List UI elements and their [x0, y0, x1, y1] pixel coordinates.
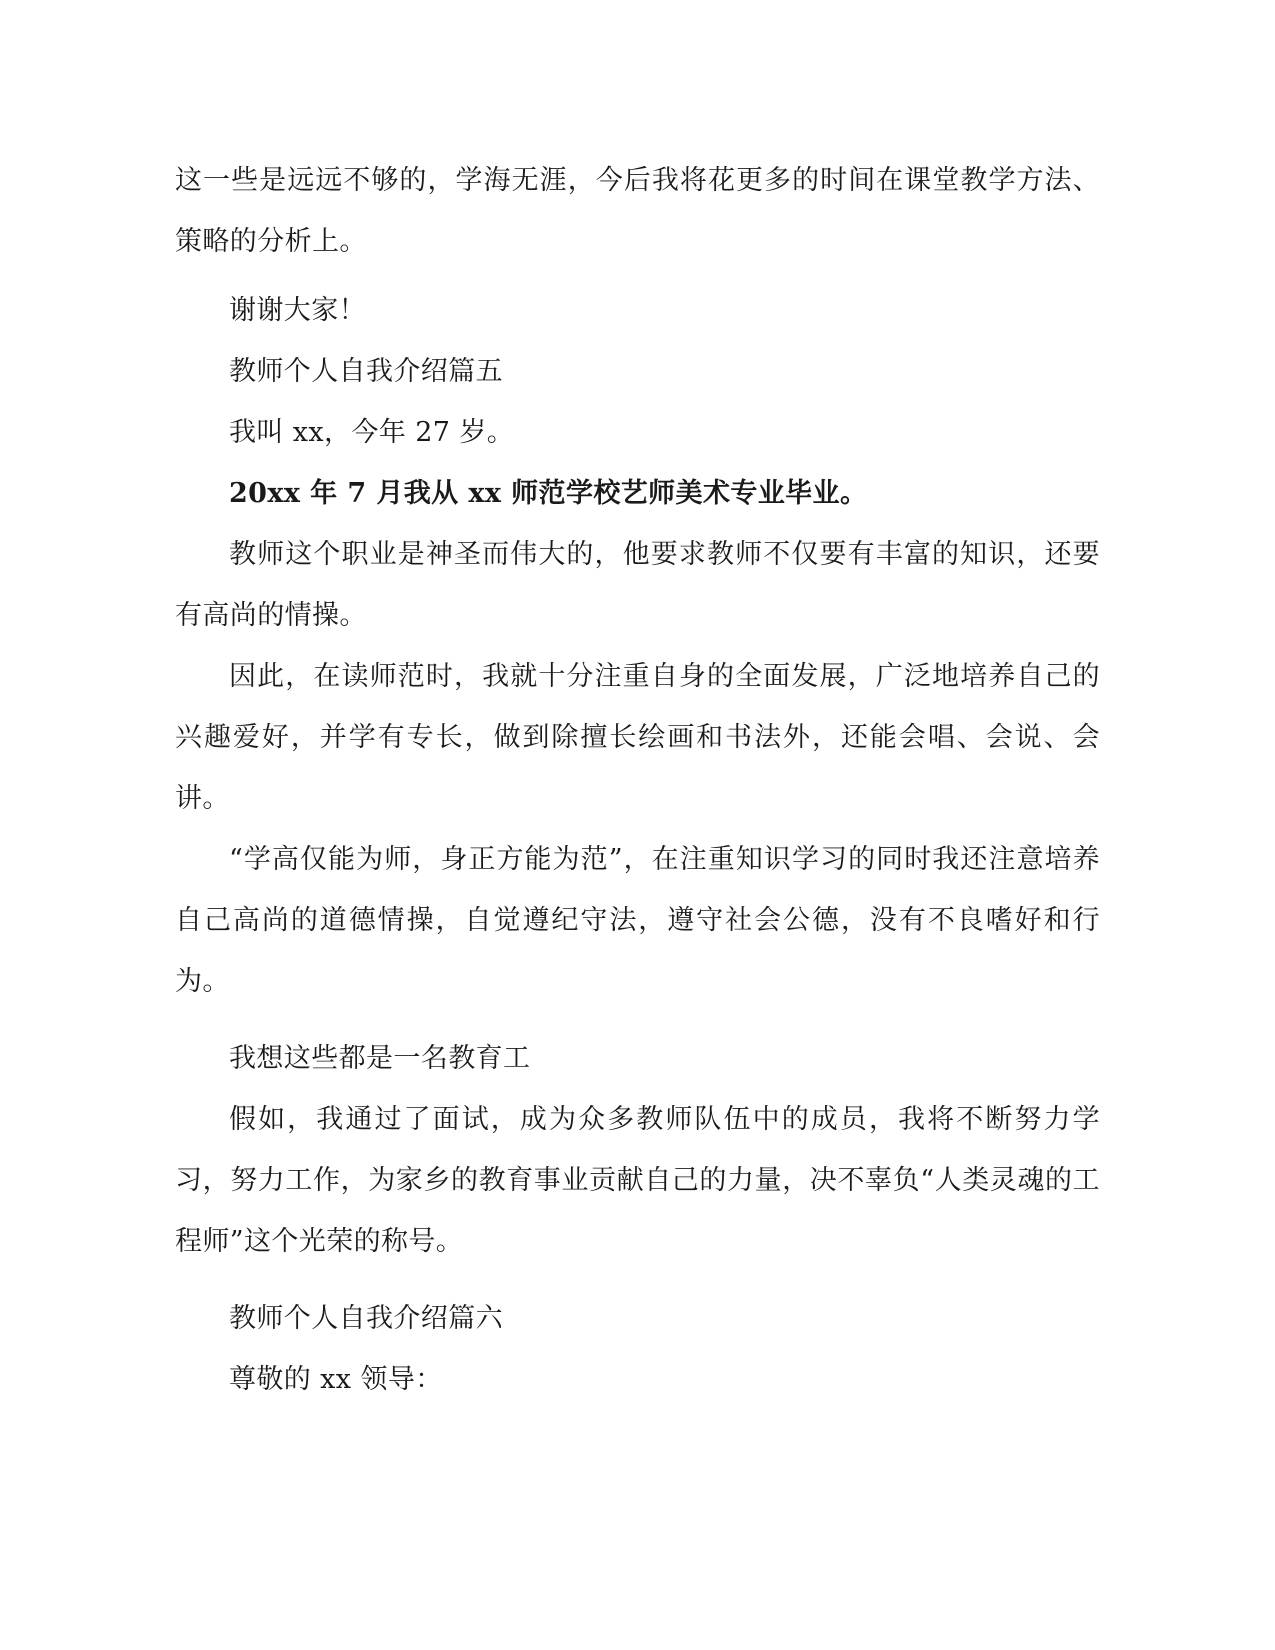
paragraph-spacer-2: [175, 1012, 1100, 1028]
paragraph-profession: 教师这个职业是神圣而伟大的，他要求教师不仅要有丰富的知识，还要有高尚的情操。: [175, 539, 1100, 631]
paragraph-thanks: 谢谢大家！: [229, 295, 366, 326]
paragraph-spacer-3: [175, 1272, 1100, 1288]
paragraph-1: 这一些是远远不够的，学海无涯，今后我将花更多的时间在课堂教学方法、策略的分析上。: [175, 165, 1100, 257]
paragraph-development: 因此，在读师范时，我就十分注重自身的全面发展，广泛地培养自己的兴趣爱好，并学有专长，做到除擅长绘画和书法外，还能会唱、会说、会讲。: [175, 661, 1100, 814]
paragraph-spacer: [175, 272, 1100, 280]
section-heading-six: 教师个人自我介绍篇六: [229, 1303, 503, 1334]
document-body: [175, 150, 1100, 1410]
paragraph-salutation: 尊敬的 xx 领导：: [229, 1364, 443, 1395]
paragraph-self-intro-age: 我叫 xx，今年 27 岁。: [229, 417, 515, 448]
paragraph-interview: 假如，我通过了面试，成为众多教师队伍中的成员，我将不断努力学习，努力工作，为家乡的教育事业贡献自己的力量，决不辜负“人类灵魂的工程师”这个光荣的称号。: [175, 1104, 1100, 1257]
section-heading-five: 教师个人自我介绍篇五: [229, 356, 503, 387]
paragraph-morality: “学高仅能为师，身正方能为范”，在注重知识学习的同时我还注意培养自己高尚的道德情操，自觉遵纪守法，遵守社会公德，没有不良嗜好和行为。: [175, 844, 1100, 997]
paragraph-educator: 我想这些都是一名教育工: [229, 1043, 531, 1074]
paragraph-graduation: 20xx 年 7 月我从 xx 师范学校艺师美术专业毕业。: [229, 478, 868, 509]
